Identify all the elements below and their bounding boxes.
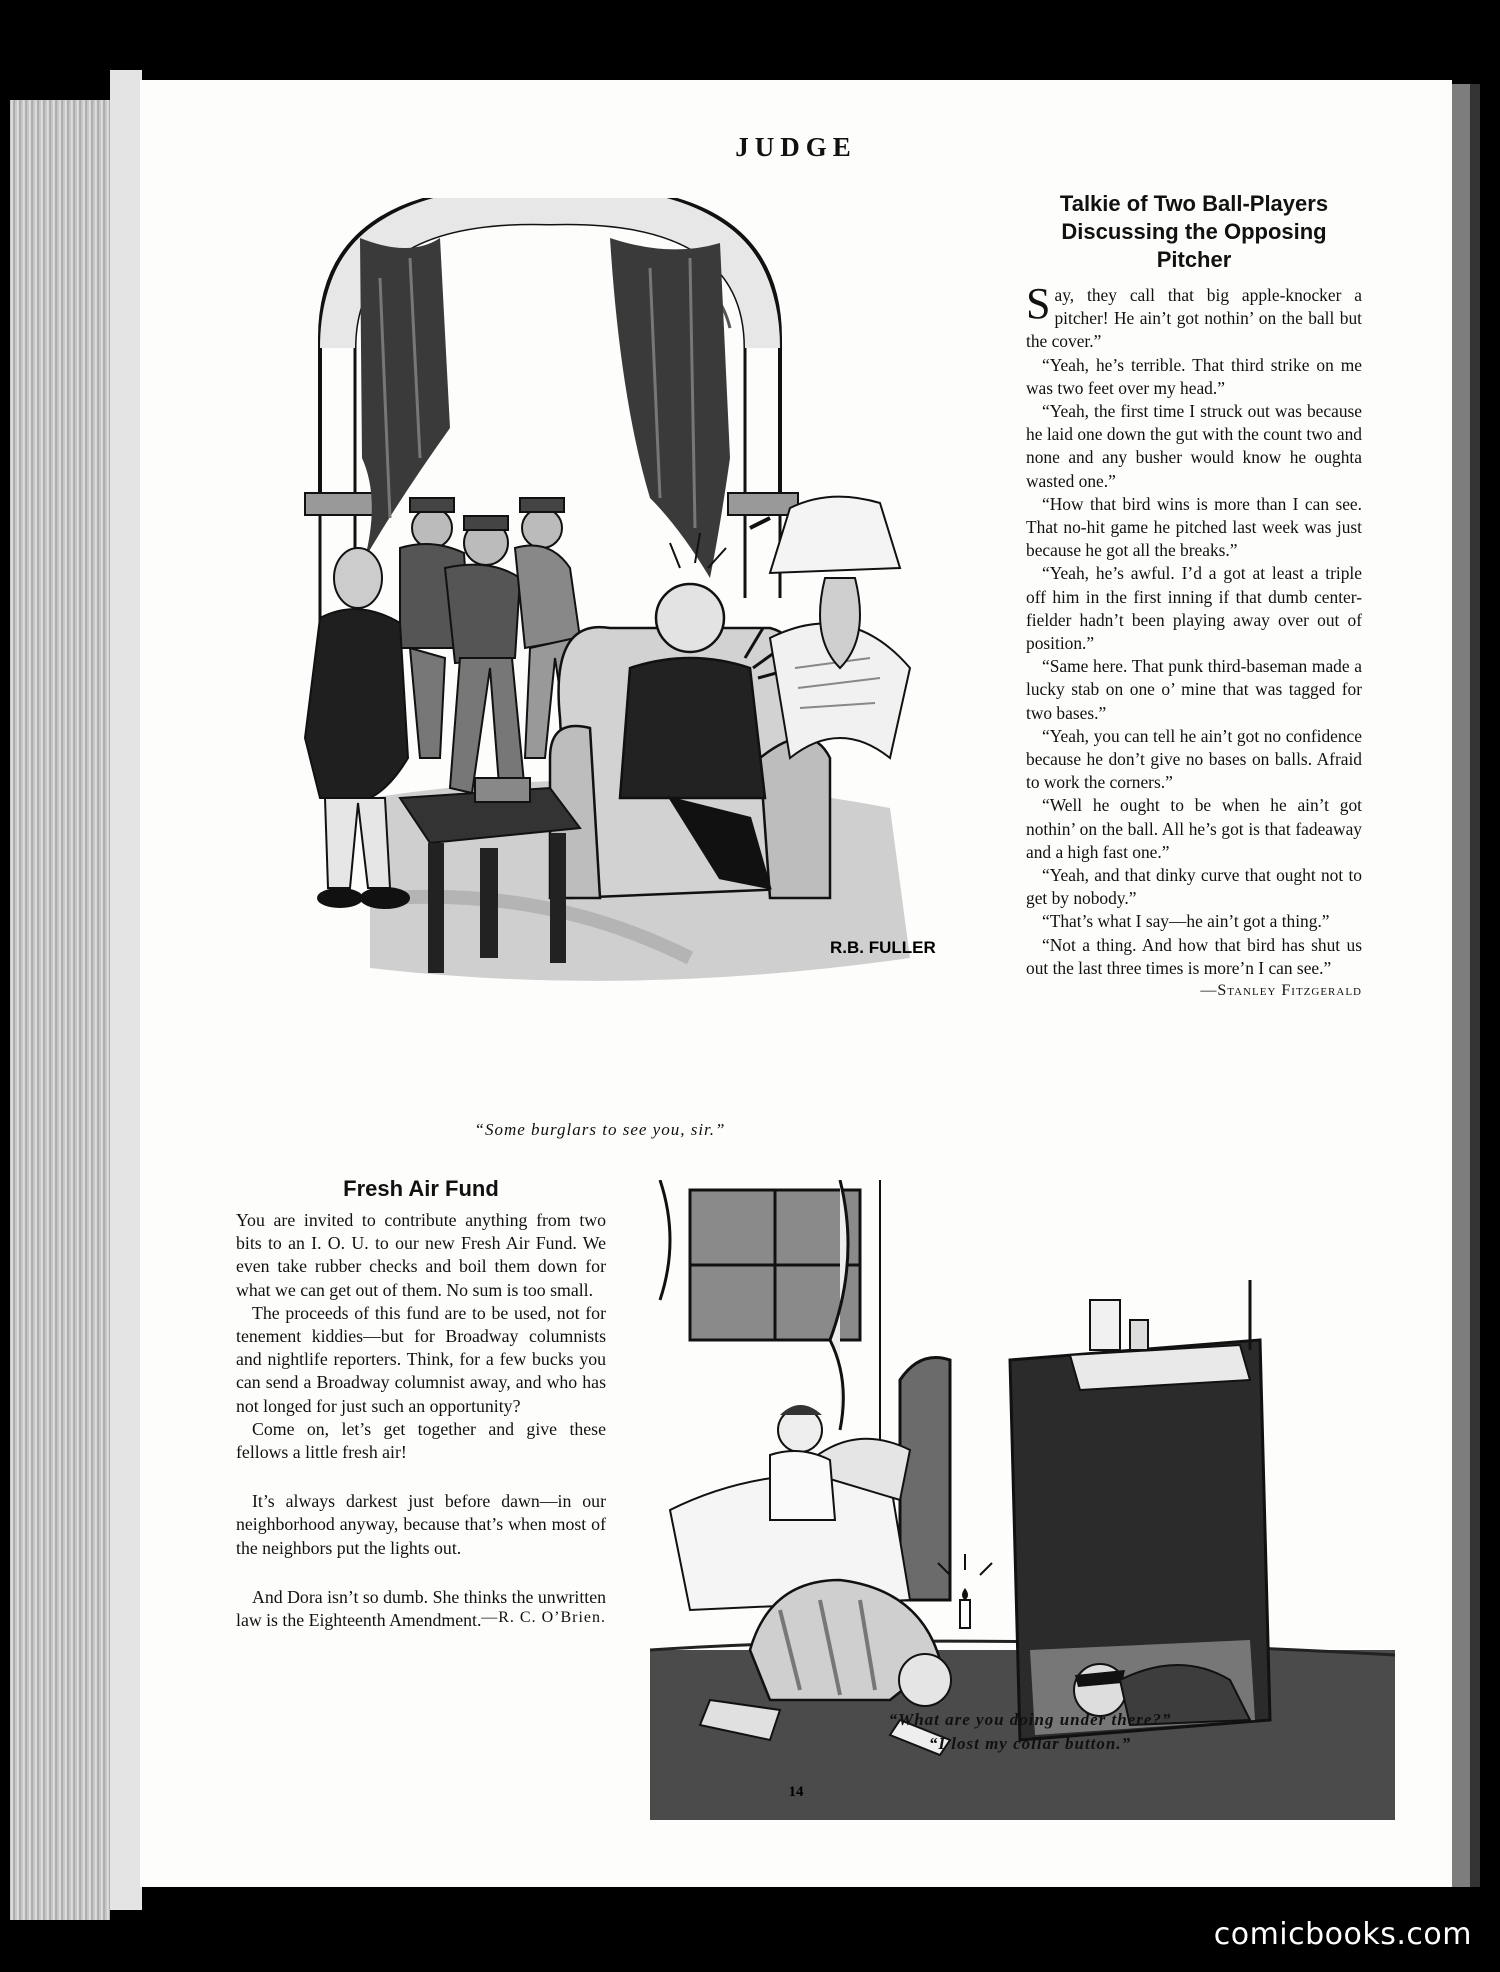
- talkie-paragraph: “Same here. That punk third-baseman made a lucky stab on one o’ mine that was tagged for two bases.”: [1026, 656, 1362, 723]
- cartoon1-caption: “Some burglars to see you, sir.”: [474, 1120, 726, 1139]
- talkie-paragraph: “Yeah, he’s awful. I’d a got at least a triple off him in the first inning if that dumb center-fielder hadn’t been playing away over out of position.”: [1026, 563, 1362, 654]
- talkie-paragraph: ay, they call that big apple-knocker a pitcher! He ain’t got nothin’ on the ball but the cover.”: [1026, 285, 1362, 352]
- next-page-shadow: [1470, 84, 1480, 1887]
- cartoon2-caption-line1: “What are you doing under there?”: [888, 1710, 1172, 1729]
- cartoon2-caption: [660, 1708, 1400, 1756]
- cartoon-signature: R.B. FULLER: [830, 938, 936, 957]
- talkie-paragraph: “Not a thing. And how that bird has shut us out the last three times is more’n I can see.”: [1026, 934, 1362, 978]
- book-page-edges: [10, 100, 110, 1920]
- fresh-air-paragraph: The proceeds of this fund are to be used, not for tenement kiddies—but for Broadway columnists and nightlife reporters. Think, for a few bucks you can send a Broadway columnist away, and who has not longed for just such an opportunity?: [236, 1302, 606, 1416]
- talkie-paragraph: “That’s what I say—he ain’t got a thing.”: [1042, 911, 1330, 932]
- talkie-paragraph: “Well he ought to be when he ain’t got nothin’ on the ball. All he’s got is that fadeaway and a high fast one.”: [1026, 795, 1362, 862]
- magazine-page: [140, 80, 1452, 1887]
- talkie-paragraph: “How that bird wins is more than I can see. That no-hit game he pitched last week was just because he got all the breaks.”: [1026, 493, 1362, 561]
- fresh-air-body: [236, 1209, 606, 1632]
- fresh-air-paragraph: You are invited to contribute anything from two bits to an I. O. U. to our new Fresh Air Fund. We even take rubber checks and boil them down for what we can get out of them. No sum is too small.: [236, 1210, 606, 1300]
- talkie-paragraph: “Yeah, the first time I struck out was because he laid one down the gut with the count two and none and any busher would know he oughta wasted one.”: [1026, 401, 1362, 491]
- watermark: comicbooks.com: [1213, 1917, 1472, 1952]
- talkie-article: [1026, 190, 1362, 1000]
- talkie-paragraph: “Yeah, and that dinky curve that ought not to get by nobody.”: [1026, 865, 1362, 909]
- talkie-byline: —Stanley Fitzgerald: [1200, 982, 1362, 1000]
- talkie-paragraph: “Yeah, he’s terrible. That third strike on me was two feet over my head.”: [1026, 354, 1362, 398]
- masthead: JUDGE: [735, 132, 857, 162]
- darkest-paragraph: It’s always darkest just before dawn—in our neighborhood anyway, because that’s when most of the neighbors put the lights out.: [236, 1491, 606, 1558]
- fresh-air-title: Fresh Air Fund: [343, 1176, 499, 1201]
- page-gutter: [110, 70, 142, 1910]
- fresh-air-article: [236, 1175, 606, 1631]
- page-number: 14: [788, 1784, 804, 1800]
- fresh-air-byline: —R. C. O’Brien.: [481, 1609, 606, 1627]
- talkie-paragraph: “Yeah, you can tell he ain’t got no confidence because he don’t give no bases on balls. Afraid to work the corners.”: [1026, 725, 1362, 793]
- cartoon2-caption-line2: “I lost my collar button.”: [928, 1734, 1132, 1753]
- cartoon-burglars-illustration: [250, 198, 1010, 1008]
- talkie-title: Talkie of Two Ball-Players Discussing the Opposing Pitcher: [1059, 191, 1329, 272]
- talkie-body: [1026, 279, 1362, 980]
- fresh-air-paragraph: Come on, let’s get together and give these fellows a little fresh air!: [236, 1418, 606, 1463]
- dora-paragraph: And Dora isn’t so dumb. She thinks the unwritten law is the Eighteenth Amendment.: [236, 1586, 606, 1631]
- dropcap-s: S: [1026, 279, 1051, 328]
